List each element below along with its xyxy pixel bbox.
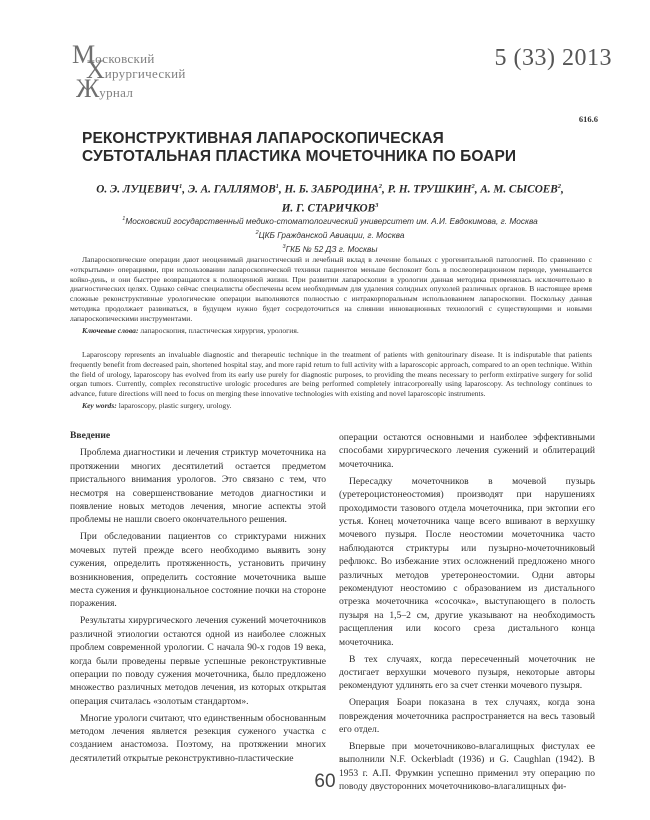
affiliation-text: ГКБ № 52 ДЗ г. Москвы xyxy=(285,243,378,254)
author-affiliation-index: 2 xyxy=(557,183,561,190)
paragraph: Операция Боари показана в тех случаях, когда зона повреждения мочеточника распространяется на весь тазовый его отдел. xyxy=(339,697,595,736)
author-separator: , xyxy=(474,183,481,196)
affiliation-text: ЦКБ Гражданской Авиации, г. Москва xyxy=(258,229,405,240)
issue-number: 5 (33) 2013 xyxy=(494,45,612,71)
udc-code: 616.6 xyxy=(578,114,598,124)
author-separator: , xyxy=(382,183,388,196)
author-list xyxy=(72,179,588,216)
author: Э. А. ГАЛЛЯМОВ xyxy=(187,183,276,196)
paragraph: В тех случаях, когда пересеченный мочеточник не достигает верхушки мочевого пузыря, некоторые авторы рекомендуют удлинять его за счет стенки мочевого пузыря. xyxy=(339,653,595,692)
affiliation-text: Московский государственный медико-стоматологический университет им. А.И. Евдокимова, г. Москва xyxy=(125,215,538,226)
author-affiliation-index: 1 xyxy=(275,183,279,190)
affiliation-index: 2 xyxy=(255,229,259,236)
logo-word: осковский xyxy=(95,51,155,66)
abstract-russian xyxy=(70,255,592,335)
paragraph: Результаты хирургического лечения сужений мочеточников различной этиологии остаются одной из наиболее сложных проблем современной урологии. С начала 90-х годов 19 века, когда были проведены первые успешные реконструктивные операции по поводу сужения мочеточника, было предложено множество различных методов лечения, из которых открытая операция считалась «золотым стандартом». xyxy=(70,615,326,707)
logo-letter: М xyxy=(72,40,96,69)
affiliation xyxy=(72,227,588,241)
body-column-left xyxy=(70,429,326,769)
abstract-text: Лапароскопические операции дают неоценимый диагностический и лечебный вклад в лечение больных с урогенитальной патологией. По сравнению с «открытыми» операциями, при использовании лапароскопической техники пациентов меньше беспокоит боль в послеоперационном периоде, уменьшается койко-день, и они быстрее возвращаются к полноценной жизни. При развитии лапароскопии в урологии данная методика применялась исключительно в диагностических целях. Однако сейчас специалисты обеспечены всем необходимым для удаления солидных опухолей различных органов. В настоящее время сложные реконструктивные урологические операции выполняются полностью с интракорпоральным использованием лапароскопии. Поскольку данная методика продолжает развиваться, в будущем нужно будет сосредоточиться на слиянии инновационных технологий с существующими и новыми лапароскопическими инструментами. xyxy=(70,255,592,323)
logo-letter: Ж xyxy=(76,74,100,103)
author: Р. Н. ТРУШКИН xyxy=(387,183,472,196)
author-affiliation-index: 2 xyxy=(471,183,475,190)
body-column-right xyxy=(339,431,595,797)
paragraph: При обследовании пациентов со стриктурами нижних мочевых путей прежде всего необходимо выявить зону сужения, определить протяженность, установить причину возникновения, определить состояние мочеточника выше места сужения и функциональное состояние почки на стороне поражения. xyxy=(70,531,326,610)
paragraph: Проблема диагностики и лечения стриктур мочеточника на протяжении многих десятилетий остается предметом пристального внимания урологов. Это связано с тем, что несмотря на совершенствование методов диагностики и появление новых методов лечения, многие аспекты этой проблемы не нашли своего окончательного решения. xyxy=(70,447,326,526)
affiliation xyxy=(72,213,588,227)
keywords xyxy=(70,401,592,411)
logo-word: ирургический xyxy=(104,66,186,81)
journal-logo xyxy=(72,38,222,108)
keywords-value: laparoscopy, plastic surgery, urology. xyxy=(118,400,232,410)
paragraph: Многие урологи считают, что единственным обоснованным методом лечения является резекция суженого участка с созданием анастомоза. Поэтому, на протяжении многих десятилетий открытые реконструктивно-пластические xyxy=(70,712,326,764)
paragraph: Пересадку мочеточников в мочевой пузырь (уретероцистонеостомия) производят при нарушениях проходимости тазового отдела мочеточника, при эктопии его устья. Конец мочеточника чаще всего вшивают в верхушку мочевого пузыря. После неостомии мочеточника часто наблюдаются стриктуры или пузырно-мочеточниковый рефлюкс. Во избежание этих осложнений предложено много различных методов уретеронеостомии. Одни авторы рекомендуют неостомию с образованием из дистального отрезка мочеточника «сосочка», выступающего в полость пузыря на 1,5–2 см, другие указывают на необходимость расщепления или косого среза дистального конца мочеточника. xyxy=(339,475,595,648)
author: А. М. СЫСОЕВ xyxy=(480,183,558,196)
paragraph: Впервые при мочеточниково-влагалищных фистулах ее выполнили N.F. Ockerbladt (1936) и G. Caughlan (1942). В 1953 г. А.П. Фрумкин успешно применил эту операцию по поводу двусторонних мочеточниково-влагалищных фи- xyxy=(339,740,595,793)
keywords xyxy=(70,326,592,336)
logo-word: урнал xyxy=(99,85,134,100)
author-separator: , xyxy=(278,183,285,196)
author-separator: , xyxy=(560,183,564,196)
keywords-label: Ключевые слова: xyxy=(82,325,139,335)
author-separator: , xyxy=(182,183,188,196)
author-affiliation-index: 3 xyxy=(375,201,379,209)
keywords-label: Key words: xyxy=(82,400,117,410)
affiliation-index: 1 xyxy=(122,216,126,222)
page-number: 60 xyxy=(314,771,336,792)
author: О. Э. ЛУЦЕВИЧ xyxy=(96,183,179,196)
affiliation xyxy=(72,241,588,255)
abstract-text: Laparoscopy represents an invaluable diagnostic and therapeutic technique in the treatment of patients with genitourinary disease. It is indisputable that patients frequently benefit from decreased pain, shortened hospital stay, and more rapid return to full activity with a laparoscopic approach, compared to an open technique. Within the field of urology, laparoscopy has evolved from its early use purely for diagnostic purposes, to providing the means necessary to perform extirpative surgery for solid organ tumors. Currently, complex reconstructive urologic procedures are being performed completely intracorporeally using laparoscopy. As technology continues to advance, future directions will need to focus on merging these innovative technologies with existing and novel laparoscopic instruments. xyxy=(70,350,592,399)
author-affiliation-index: 2 xyxy=(378,183,383,190)
section-heading: Введение xyxy=(70,430,111,441)
affiliation-index: 3 xyxy=(282,243,286,250)
affiliations xyxy=(72,213,588,254)
author: И. Г. СТАРИЧКОВ xyxy=(281,202,376,215)
author: Н. Б. ЗАБРОДИНА xyxy=(284,183,379,196)
author-affiliation-index: 1 xyxy=(178,183,183,190)
logo-letter: Х xyxy=(86,55,105,84)
keywords-value: лапароскопия, пластическая хирургия, урология. xyxy=(140,325,299,335)
article-title: РЕКОНСТРУКТИВНАЯ ЛАПАРОСКОПИЧЕСКАЯ СУБТОТАЛЬНАЯ ПЛАСТИКА МОЧЕТОЧНИКА ПО БОАРИ xyxy=(82,130,517,165)
abstract-english xyxy=(70,350,592,411)
paragraph: операции остаются основными и наиболее эффективными способами хирургического лечения сужений и облитераций мочеточника. xyxy=(339,432,595,470)
